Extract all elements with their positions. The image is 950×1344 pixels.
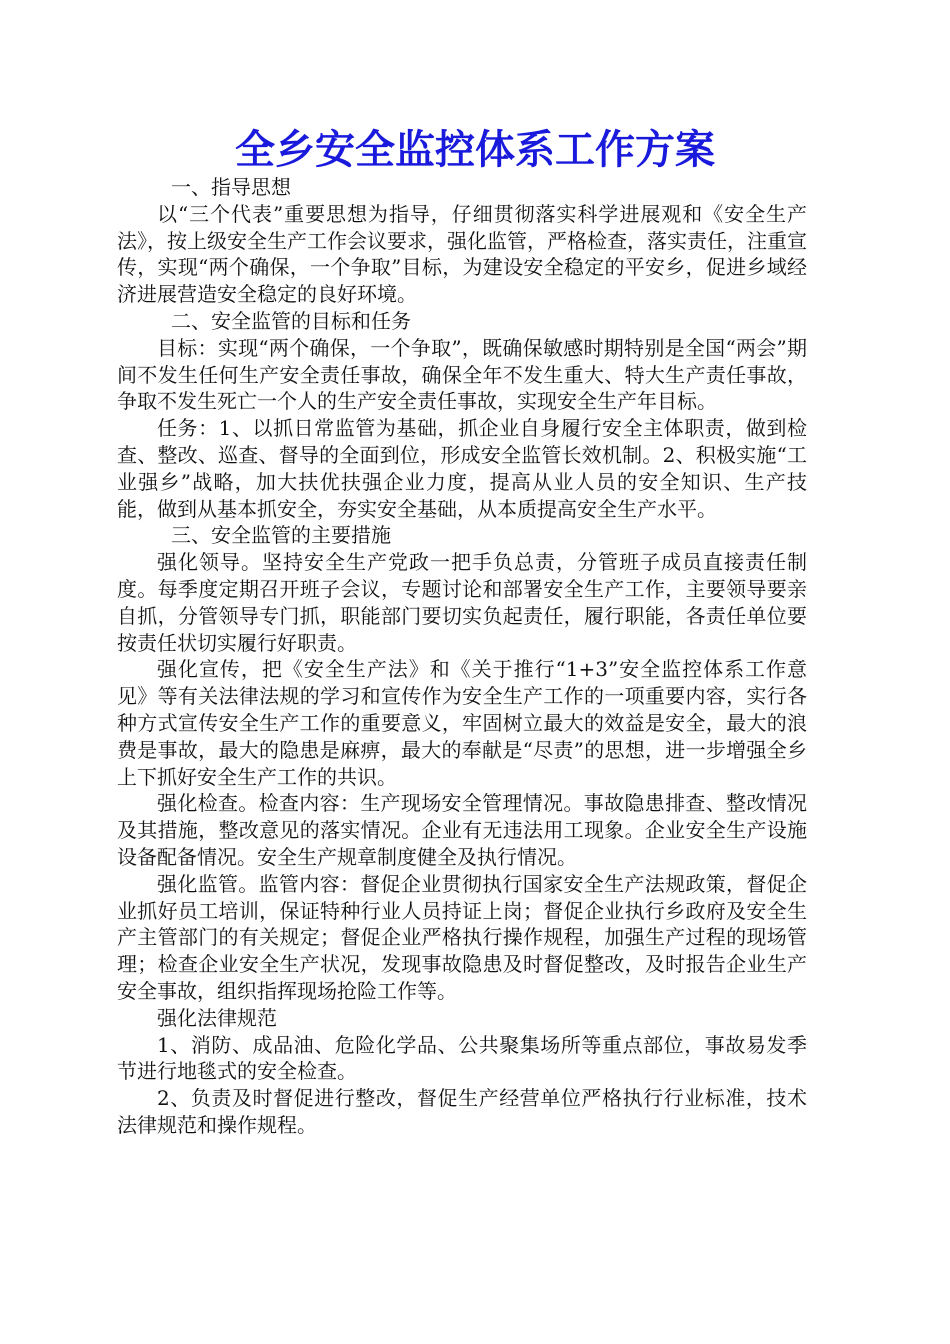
section-heading-main-measures: 三、安全监管的主要措施	[171, 523, 391, 548]
paragraph-strengthen-supervision: 强化监管。监管内容：督促企业贯彻执行国家安全生产法规政策，督促企业抓好员工培训，保证特种行业人员持证上岗；督促企业执行乡政府及安全生产主管部门的有关规定；督促企业严格执行操作规程，加强生产过程的现场管理；检查企业安全生产状况，发现事故隐患及时督促整改，及时报告企业生产安全事故，组织指挥现场抢险工作等。	[117, 871, 807, 1003]
paragraph-strengthen-legal-norms: 强化法律规范	[157, 1005, 277, 1030]
paragraph-goal: 目标：实现“两个确保，一个争取”，既确保敏感时期特别是全国“两会”期间不发生任何生产安全责任事故，确保全年不发生重大、特大生产责任事故，争取不发生死亡一个人的生产安全责任事故，实现安全生产年目标。	[117, 335, 807, 414]
section-heading-guiding-ideology: 一、指导思想	[171, 175, 291, 199]
document-title: 全乡安全监控体系工作方案	[235, 127, 715, 173]
section-heading-goals-and-tasks: 二、安全监管的目标和任务	[171, 308, 411, 333]
paragraph-strengthen-publicity: 强化宣传，把《安全生产法》和《关于推行“1+3”安全监控体系工作意见》等有关法律法规的学习和宣传作为安全生产工作的一项重要内容，实行各种方式宣传安全生产工作的重要意义，牢固树立最大的效益是安全，最大的浪费是事故，最大的隐患是麻痹，最大的奉献是“尽责”的思想，进一步增强全乡上下抓好安全生产工作的共识。	[117, 657, 807, 789]
paragraph-strengthen-leadership: 强化领导。坚持安全生产党政一把手负总责，分管班子成员直接责任制度。每季度定期召开班子会议，专题讨论和部署安全生产工作，主要领导要亲自抓，分管领导专门抓，职能部门要切实负起责任，履行职能，各责任单位要按责任状切实履行好职责。	[117, 550, 807, 655]
paragraph-tasks: 任务：1、以抓日常监管为基础，抓企业自身履行安全主体职责，做到检查、整改、巡查、督导的全面到位，形成安全监管长效机制。2、积极实施“工业强乡”战略，加大扶优扶强企业力度，提高从业人员的安全知识、生产技能，做到从基本抓安全，夯实安全基础，从本质提高安全生产水平。	[117, 416, 807, 521]
document-body	[117, 174, 807, 1139]
paragraph-item-1: 1、消防、成品油、危险化学品、公共聚集场所等重点部位，事故易发季节进行地毯式的安全检查。	[117, 1032, 807, 1084]
paragraph-guiding-ideology: 以“三个代表”重要思想为指导，仔细贯彻落实科学进展观和《安全生产法》，按上级安全生产工作会议要求，强化监管，严格检查，落实责任，注重宣传，实现“两个确保，一个争取”目标，为建设安全稳定的平安乡，促进乡域经济进展营造安全稳定的良好环境。	[117, 201, 807, 307]
paragraph-item-2: 2、负责及时督促进行整改，督促生产经营单位严格执行行业标准，技术法律规范和操作规程。	[117, 1086, 807, 1137]
paragraph-strengthen-inspection: 强化检查。检查内容：生产现场安全管理情况。事故隐患排查、整改情况及其措施，整改意见的落实情况。企业有无违法用工现象。企业安全生产设施设备配备情况。安全生产规章制度健全及执行情况。	[117, 791, 807, 869]
